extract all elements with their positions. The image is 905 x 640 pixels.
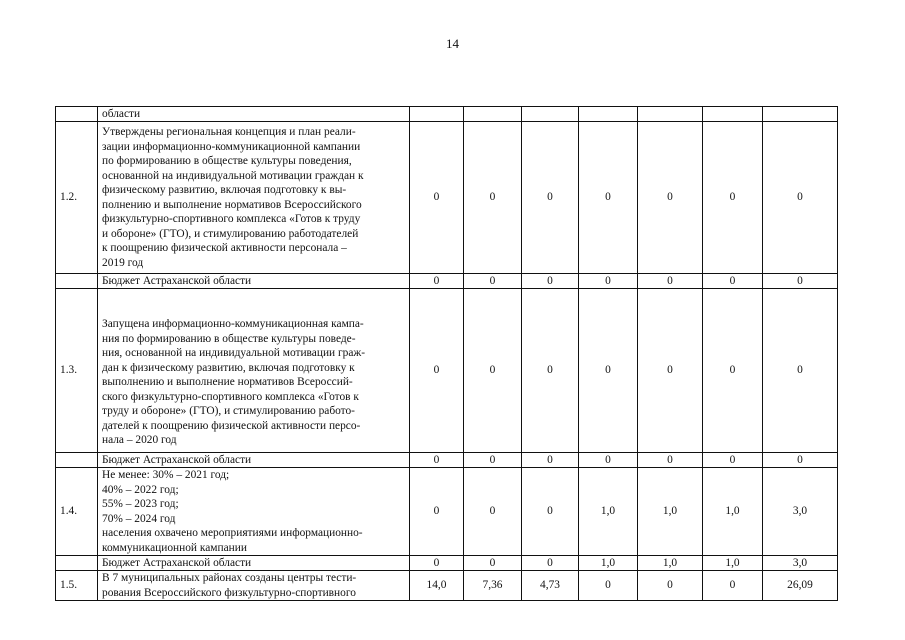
value-cell: 0 <box>464 122 522 274</box>
value-cell: 0 <box>763 274 838 289</box>
value-cell: 0 <box>464 274 522 289</box>
value-cell <box>522 107 579 122</box>
row-number: 1.3. <box>56 289 98 453</box>
description-line: и обороне» (ГТО), и стимулированию работодателей <box>102 227 359 240</box>
description-line: 2019 год <box>102 256 144 269</box>
budget-row <box>56 556 838 571</box>
description-line: населения охвачено мероприятиями информационно- <box>102 527 363 539</box>
row-number: 1.4. <box>56 468 98 556</box>
row-number <box>56 274 98 289</box>
description-line: Запущена информационно-коммуникационная кампа- <box>102 318 364 331</box>
continuation-row <box>56 107 838 122</box>
value-cell: 0 <box>763 122 838 274</box>
row-description <box>98 122 410 274</box>
value-cell <box>464 107 522 122</box>
description-line: ского физкультурно-спортивного комплекса «Готов к <box>102 390 359 403</box>
row-number: 1.2. <box>56 122 98 274</box>
table-row <box>56 289 838 453</box>
description-line: 70% – 2024 год <box>102 512 176 525</box>
budget-label: Бюджет Астраханской области <box>98 453 410 468</box>
value-cell: 0 <box>522 274 579 289</box>
value-cell: 0 <box>579 122 638 274</box>
value-cell: 1,0 <box>638 556 703 571</box>
value-cell: 0 <box>638 122 703 274</box>
value-cell: 0 <box>579 453 638 468</box>
value-cell: 1,0 <box>579 556 638 571</box>
value-cell: 26,09 <box>763 571 838 601</box>
value-cell: 0 <box>638 274 703 289</box>
description-line: труду и обороне» (ГТО), и стимулированию работо- <box>102 405 355 418</box>
description-line: дан к физическому развитию, включая подготовку к <box>102 361 355 374</box>
table-row <box>56 571 838 601</box>
value-cell: 0 <box>703 571 763 601</box>
description-line: основанной на индивидуальной мотивации граждан к <box>102 169 364 182</box>
row-description <box>98 571 410 601</box>
value-cell: 0 <box>579 571 638 601</box>
value-cell: 0 <box>410 453 464 468</box>
description-line: нала – 2020 год <box>102 434 177 447</box>
description-line: полнению и выполнение нормативов Всероссийского <box>102 198 362 211</box>
value-cell: 1,0 <box>703 468 763 556</box>
value-cell: 0 <box>638 289 703 453</box>
value-cell: 0 <box>410 274 464 289</box>
continuation-text: области <box>98 107 410 122</box>
value-cell: 0 <box>464 468 522 556</box>
budget-label: Бюджет Астраханской области <box>98 274 410 289</box>
value-cell: 0 <box>703 289 763 453</box>
row-description <box>98 289 410 453</box>
page-number: 14 <box>446 36 459 51</box>
value-cell: 0 <box>579 289 638 453</box>
value-cell: 0 <box>464 556 522 571</box>
value-cell: 0 <box>522 468 579 556</box>
value-cell: 0 <box>522 289 579 453</box>
value-cell: 3,0 <box>763 468 838 556</box>
budget-table <box>55 106 838 601</box>
description-line: Не менее: 30% – 2021 год; <box>102 469 230 481</box>
table-row <box>56 122 838 274</box>
description-line: Утверждены региональная концепция и план реали- <box>102 126 356 138</box>
value-cell: 0 <box>522 556 579 571</box>
value-cell <box>579 107 638 122</box>
value-cell <box>763 107 838 122</box>
row-number <box>56 107 98 122</box>
value-cell: 0 <box>410 289 464 453</box>
value-cell: 3,0 <box>763 556 838 571</box>
value-cell <box>410 107 464 122</box>
value-cell <box>703 107 763 122</box>
description-line: выполнению и выполнение нормативов Всероссий- <box>102 376 353 389</box>
row-number <box>56 453 98 468</box>
value-cell: 4,73 <box>522 571 579 601</box>
value-cell: 1,0 <box>638 468 703 556</box>
value-cell: 0 <box>763 289 838 453</box>
value-cell: 7,36 <box>464 571 522 601</box>
description-line: рования Всероссийского физкультурно-спортивного <box>102 586 356 599</box>
value-cell: 0 <box>410 468 464 556</box>
table-row <box>56 468 838 556</box>
value-cell: 0 <box>763 453 838 468</box>
value-cell: 0 <box>464 453 522 468</box>
description-line: ния, основанной на индивидуальной мотивации граж- <box>102 347 366 360</box>
value-cell: 0 <box>703 274 763 289</box>
description-line: коммуникационной кампании <box>102 541 247 554</box>
value-cell: 0 <box>522 453 579 468</box>
value-cell <box>638 107 703 122</box>
row-number <box>56 556 98 571</box>
budget-label: Бюджет Астраханской области <box>98 556 410 571</box>
row-number: 1.5. <box>56 571 98 601</box>
description-line: по формированию в обществе культуры поведения, <box>102 155 352 167</box>
description-line: ния по формированию в обществе культуры поведе- <box>102 332 356 345</box>
value-cell: 14,0 <box>410 571 464 601</box>
description-line: дателей к поощрению физической активности персо- <box>102 419 361 432</box>
value-cell: 0 <box>638 571 703 601</box>
description-line: к поощрению физической активности персонала – <box>102 242 347 254</box>
value-cell: 1,0 <box>703 556 763 571</box>
description-line: 55% – 2023 год; <box>102 498 179 510</box>
description-line: В 7 муниципальных районах созданы центры тести- <box>102 572 357 584</box>
value-cell: 0 <box>579 274 638 289</box>
description-line: зации информационно-коммуникационной кампании <box>102 140 361 153</box>
description-line: физическому развитию, включая подготовку к вы- <box>102 184 347 196</box>
value-cell: 1,0 <box>579 468 638 556</box>
budget-row <box>56 274 838 289</box>
description-line: физкультурно-спортивного комплекса «Готов к труду <box>102 213 361 225</box>
value-cell: 0 <box>638 453 703 468</box>
value-cell: 0 <box>410 556 464 571</box>
value-cell: 0 <box>464 289 522 453</box>
value-cell: 0 <box>703 122 763 274</box>
budget-row <box>56 453 838 468</box>
value-cell: 0 <box>410 122 464 274</box>
description-line: 40% – 2022 год; <box>102 483 179 496</box>
row-description <box>98 468 410 556</box>
value-cell: 0 <box>522 122 579 274</box>
value-cell: 0 <box>703 453 763 468</box>
